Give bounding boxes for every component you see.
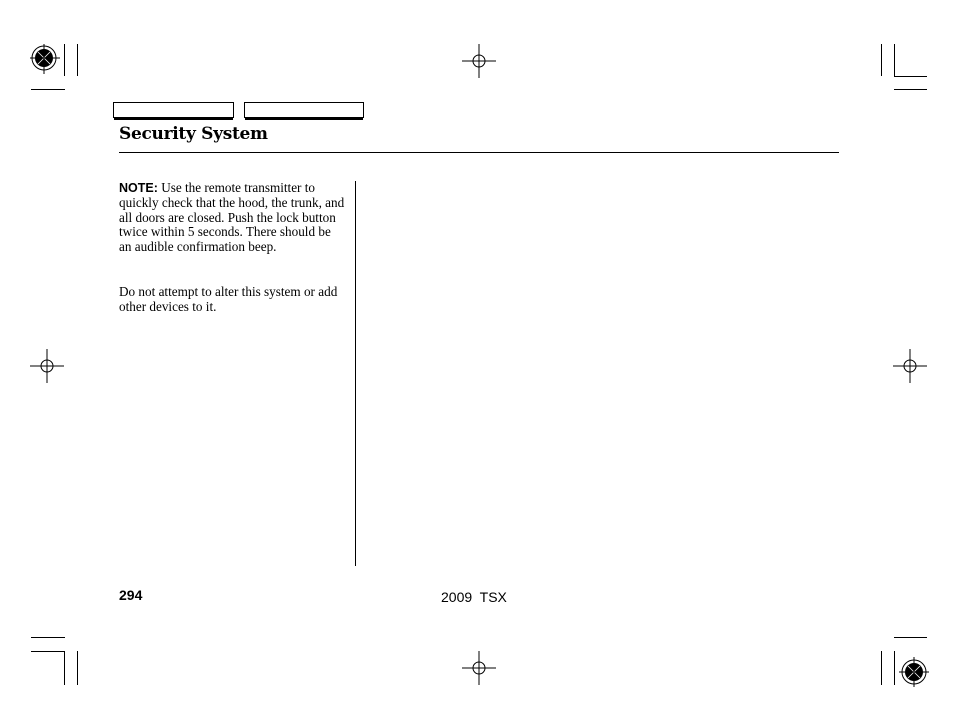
model-label: 2009 TSX xyxy=(441,589,507,605)
crosshair-mark-top xyxy=(462,44,496,78)
crop-mark xyxy=(31,651,65,652)
crop-mark xyxy=(31,89,65,90)
crop-mark xyxy=(64,651,65,685)
crop-mark xyxy=(77,651,78,685)
crop-mark xyxy=(894,637,927,638)
warning-paragraph: Do not attempt to alter this system or add other devices to it. xyxy=(119,284,338,314)
crosshair-mark-bottom xyxy=(462,651,496,685)
crop-mark xyxy=(31,637,65,638)
nav-tab-previous[interactable] xyxy=(113,102,234,118)
title-rule xyxy=(119,152,839,153)
crop-mark xyxy=(894,651,895,685)
note-paragraph xyxy=(119,181,345,255)
crop-mark xyxy=(881,651,882,685)
crosshair-mark-right xyxy=(893,349,927,383)
crop-mark xyxy=(894,44,895,76)
note-text: Use the remote transmitter to quickly check that the hood, the trunk, and all doors are closed. Push the lock button twice within 5 seconds. There should be an audible confirmation beep. xyxy=(119,180,345,255)
crosshair-mark-left xyxy=(30,349,64,383)
crop-mark xyxy=(881,44,882,76)
crop-mark xyxy=(894,76,927,77)
column-divider xyxy=(355,181,356,566)
page-number: 294 xyxy=(119,587,143,603)
crop-mark xyxy=(894,89,927,90)
crop-mark xyxy=(64,44,65,76)
page-title: Security System xyxy=(119,124,268,144)
registration-mark-top-left xyxy=(30,44,60,74)
crop-mark xyxy=(77,44,78,76)
nav-tab-next[interactable] xyxy=(244,102,364,118)
note-label: NOTE: xyxy=(119,181,158,195)
registration-mark-bottom-right xyxy=(899,657,929,687)
